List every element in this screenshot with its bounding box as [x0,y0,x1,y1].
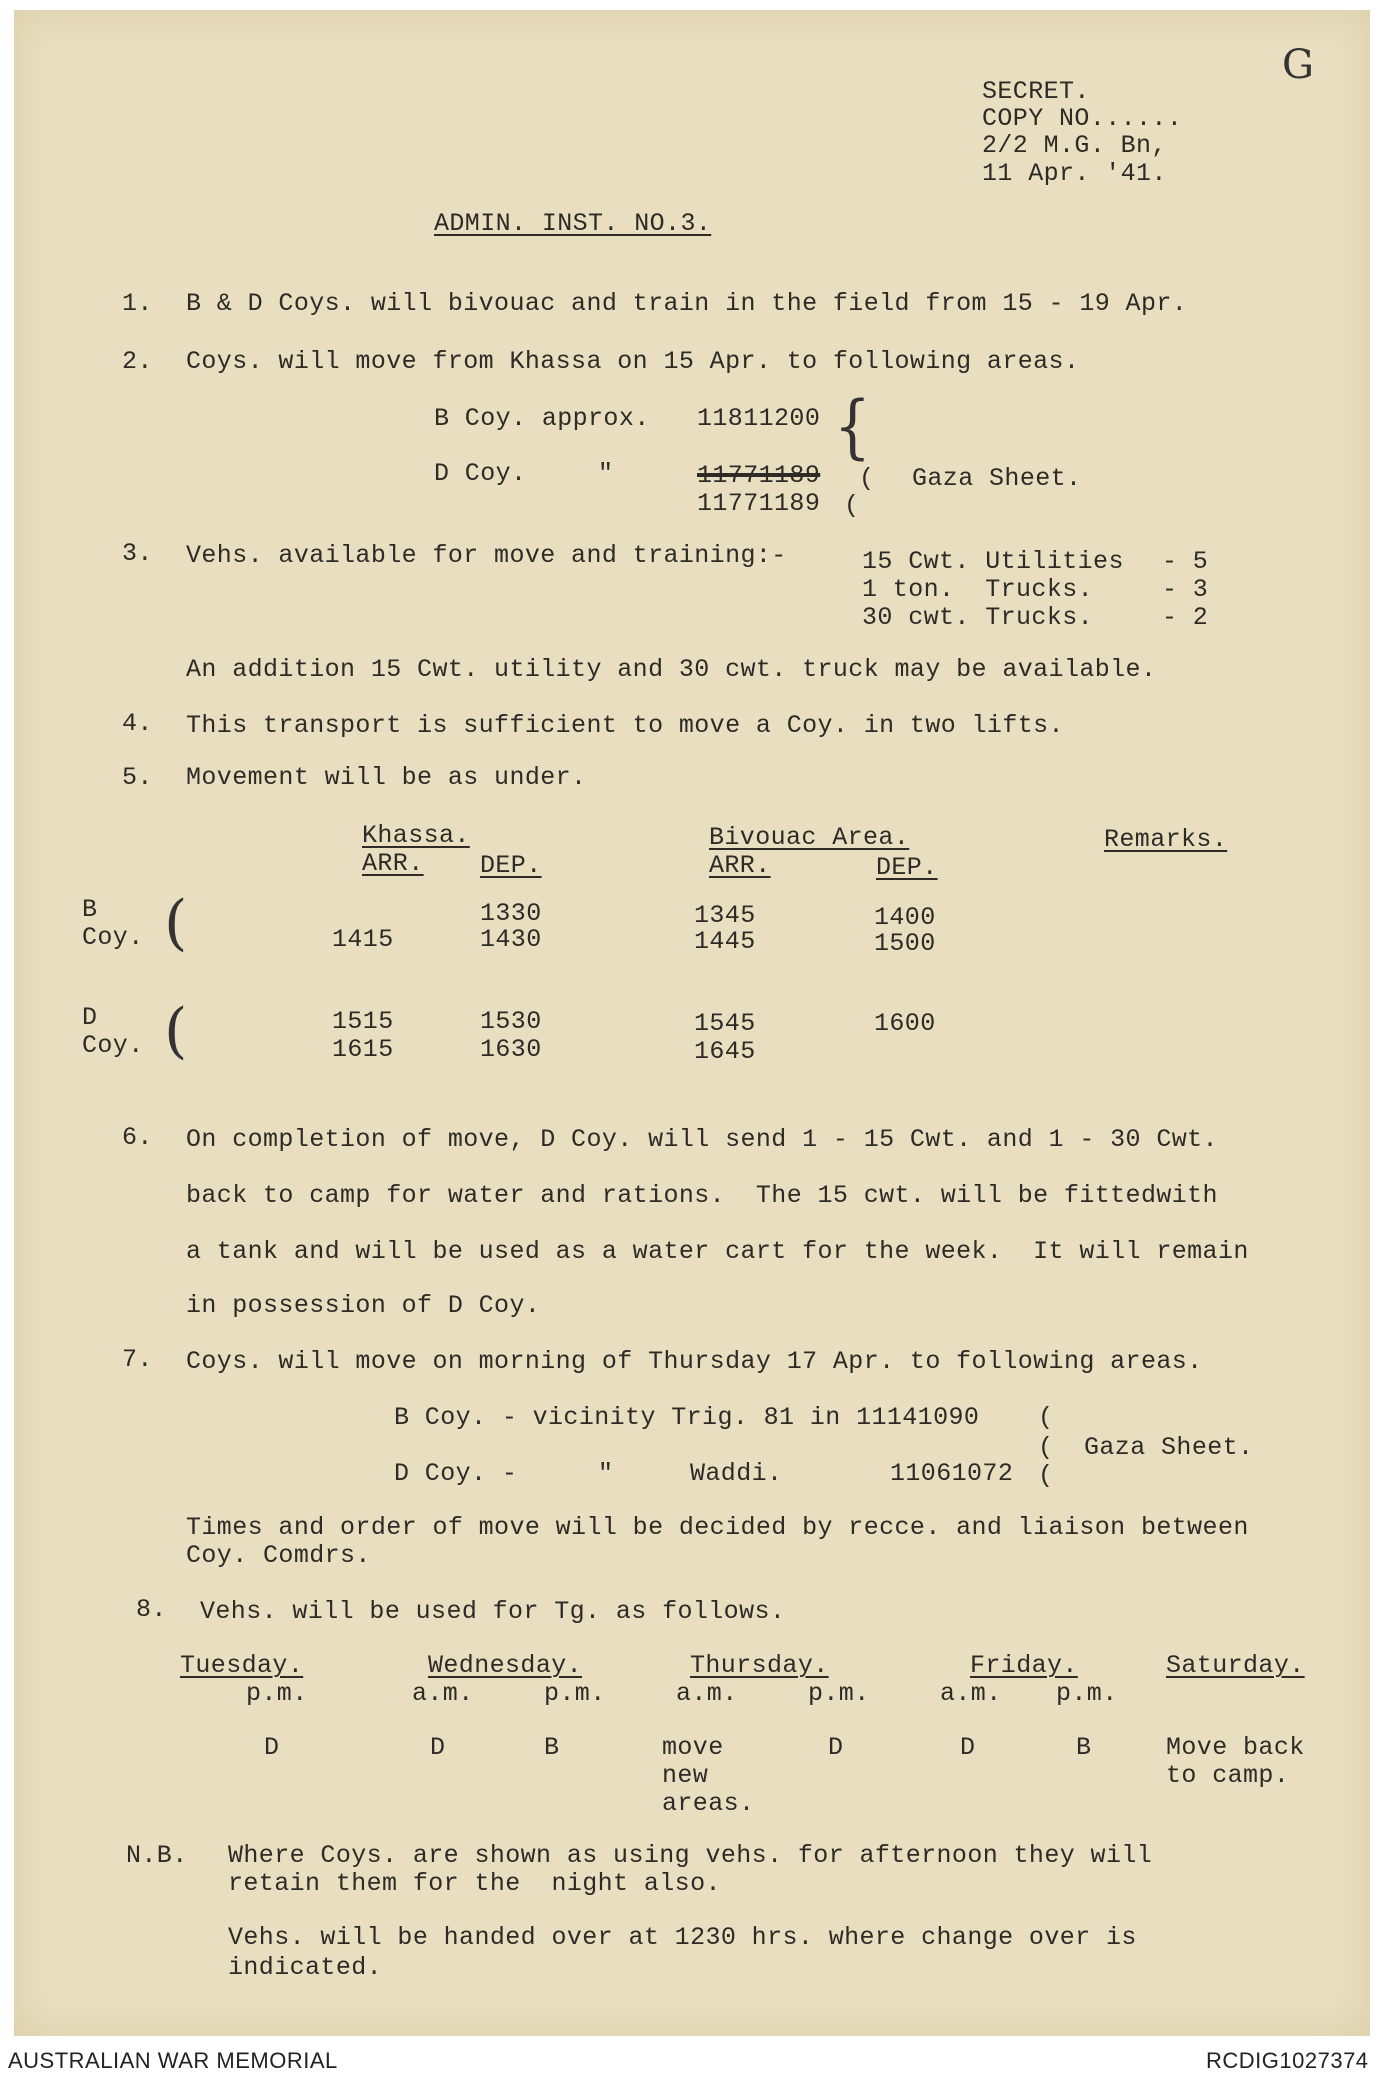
header-khassa: Khassa. [362,821,470,850]
para-7-text: Coys. will move on morning of Thursday 17 Apr. to following areas. [186,1347,1203,1376]
brace: ( [859,464,875,493]
vehicle-qty: - 2 [1162,603,1209,632]
para-7-times: Times and order of move will be decided by recce. and liaison between [186,1513,1249,1542]
nb-line: Vehs. will be handed over at 1230 hrs. where change over is [228,1923,1137,1952]
para-number: 2. [122,347,153,376]
nb-line: indicated. [228,1953,383,1982]
table-cell: 1530 [480,1007,542,1036]
para-number: 7. [122,1345,153,1374]
table-cell: 1415 [332,925,394,954]
day-thursday: Thursday. [690,1651,829,1680]
schedule-cell: B [1076,1733,1092,1762]
para-number: 6. [122,1123,153,1152]
vehicle-type: 1 ton. Trucks. [862,575,1094,604]
brace: ( [164,996,188,1066]
footer-source: AUSTRALIAN WAR MEMORIAL [8,2048,338,2073]
map-sheet: Gaza Sheet. [912,464,1082,493]
brace: ( [1038,1433,1054,1462]
vehicle-type: 15 Cwt. Utilities [862,547,1124,576]
table-cell: 1430 [480,925,542,954]
table-cell: 1615 [332,1035,394,1064]
nb-label: N.B. [126,1841,188,1870]
schedule-cell: D [264,1733,280,1762]
footer-reference: RCDIG1027374 [1206,2048,1369,2073]
vehicle-qty: - 5 [1162,547,1209,576]
nb-line: Where Coys. are shown as using vehs. for afternoon they will [228,1841,1153,1870]
table-cell: 1400 [874,903,936,932]
table-cell: 1545 [694,1009,756,1038]
vehicle-qty: - 3 [1162,575,1209,604]
para-8-text: Vehs. will be used for Tg. as follows. [200,1597,786,1626]
brace: ( [1038,1403,1054,1432]
day-saturday: Saturday. [1166,1651,1305,1680]
table-cell: 1515 [332,1007,394,1036]
b-coy-row-label: B [82,895,98,924]
ditto-mark: " [598,1459,614,1488]
para-6-line: back to camp for water and rations. The 15 cwt. will be fittedwith [186,1181,1218,1210]
d-coy-label: D Coy. [434,459,527,488]
table-cell: 1645 [694,1037,756,1066]
d-coy-new-area: D Coy. - [394,1459,518,1488]
b-coy-new-area: B Coy. - vicinity Trig. 81 in 11141090 [394,1403,980,1432]
map-sheet: Gaza Sheet. [1084,1433,1254,1462]
schedule-cell: D [828,1733,844,1762]
table-cell: 1445 [694,927,756,956]
para-6-line: On completion of move, D Coy. will send 1 - 15 Cwt. and 1 - 30 Cwt. [186,1125,1218,1154]
schedule-cell: Move back [1166,1733,1305,1762]
schedule-cell: D [960,1733,976,1762]
schedule-cell: new [662,1761,709,1790]
header-bivouac-area: Bivouac Area. [709,823,910,852]
brace: { [834,385,871,467]
document-page [14,10,1370,2036]
table-cell: 1630 [480,1035,542,1064]
vehicle-type: 30 cwt. Trucks. [862,603,1094,632]
para-4-text: This transport is sufficient to move a Coy. in two lifts. [186,711,1064,740]
b-coy-label: B Coy. approx. [434,404,650,433]
para-6-line: a tank and will be used as a water cart for the week. It will remain [186,1237,1249,1266]
brace: ( [1038,1461,1054,1490]
d-coy-area-ref: 11061072 [890,1459,1014,1488]
table-cell: 1500 [874,929,936,958]
nb-line: retain them for the night also. [228,1869,721,1898]
schedule-cell: move [662,1733,724,1762]
para-2-text: Coys. will move from Khassa on 15 Apr. to following areas. [186,347,1080,376]
pm-label: p.m. [808,1679,870,1708]
brace: ( [844,491,860,520]
para-number: 4. [122,709,153,738]
ditto-mark: " [598,459,614,488]
para-number: 1. [122,289,153,318]
b-coy-map-ref: 11811200 [697,404,821,433]
day-tuesday: Tuesday. [180,1651,304,1680]
para-number: 3. [122,539,153,568]
para-6-line: in possession of D Coy. [186,1291,541,1320]
unit-name: 2/2 M.G. Bn, [982,131,1167,160]
table-cell: 1330 [480,899,542,928]
b-coy-row-label: Coy. [82,923,144,952]
para-3-addition: An addition 15 Cwt. utility and 30 cwt. truck may be available. [186,655,1157,684]
header-dep: DEP. [876,853,938,882]
para-number: 5. [122,763,153,792]
schedule-cell: to camp. [1166,1761,1290,1790]
para-3-text: Vehs. available for move and training:- [186,541,787,570]
header-remarks: Remarks. [1104,825,1228,854]
day-wednesday: Wednesday. [428,1651,583,1680]
am-label: a.m. [412,1679,474,1708]
copy-number: COPY NO...... [982,104,1183,133]
am-label: a.m. [940,1679,1002,1708]
d-coy-map-ref: 11771189 [697,489,821,518]
d-coy-struck-ref: 11771189 [697,461,821,490]
am-label: a.m. [676,1679,738,1708]
d-coy-area-name: Waddi. [690,1459,783,1488]
d-coy-row-label: Coy. [82,1031,144,1060]
schedule-cell: areas. [662,1789,755,1818]
document-title: ADMIN. INST. NO.3. [434,209,712,238]
day-friday: Friday. [970,1651,1078,1680]
d-coy-row-label: D [82,1003,98,1032]
para-1-text: B & D Coys. will bivouac and train in the field from 15 - 19 Apr. [186,289,1188,318]
table-cell: 1600 [874,1009,936,1038]
schedule-cell: B [544,1733,560,1762]
header-arr: ARR. [709,851,771,880]
para-7-times: Coy. Comdrs. [186,1541,371,1570]
pm-label: p.m. [1056,1679,1118,1708]
classification: SECRET. [982,77,1090,106]
table-cell: 1345 [694,901,756,930]
brace: ( [164,888,188,958]
pm-label: p.m. [246,1679,308,1708]
para-5-text: Movement will be as under. [186,763,587,792]
para-number: 8. [136,1595,167,1624]
header-arr: ARR. [362,849,424,878]
corner-mark: G [1282,42,1314,88]
header-dep: DEP. [480,851,542,880]
document-date: 11 Apr. '41. [982,159,1167,188]
pm-label: p.m. [544,1679,606,1708]
schedule-cell: D [430,1733,446,1762]
